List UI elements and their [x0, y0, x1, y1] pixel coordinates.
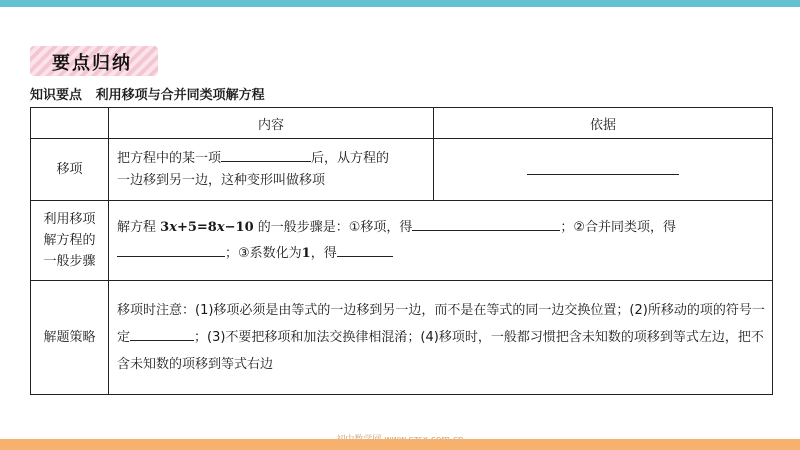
knowledge-point-line [30, 84, 265, 103]
answer-blank-4[interactable] [337, 242, 393, 257]
text: ；②合并同类项，得 [560, 219, 677, 235]
text: 的一般步骤是：①移项，得 [257, 219, 413, 235]
table-row-transpose [31, 139, 773, 201]
text: 一边移到另一边，这种变形叫做移项 [117, 173, 326, 188]
header-basis: 依据 [434, 108, 773, 139]
text: 解方程 [117, 219, 157, 235]
answer-blank-3[interactable] [117, 242, 225, 257]
row-basis-transpose [434, 139, 773, 201]
eq-part: −10 [224, 219, 254, 235]
eq-var: x [216, 219, 225, 235]
eq-part: 3 [160, 219, 170, 235]
header-content: 内容 [109, 108, 434, 139]
coefficient-one: 1 [301, 245, 311, 261]
row-title-strategy: 解题策略 [31, 281, 109, 395]
text: 后，从方程的 [311, 151, 390, 166]
row-title-line: 一般步骤 [43, 254, 96, 269]
text: 把方程中的某一项 [117, 151, 222, 166]
table-row-steps [31, 201, 773, 281]
answer-blank-1[interactable] [221, 147, 311, 162]
text: ；(3)不要把移项和加法交换律相混淆；(4)移项时，一般都习惯把含未知数的项移到等式左边，把不含未知数的项移到等式右边 [117, 330, 764, 372]
row-content-strategy [109, 281, 773, 395]
answer-blank-5[interactable] [130, 326, 194, 341]
text: ；③系数化为 [225, 245, 302, 261]
row-content-steps [109, 201, 773, 281]
eq-part: +5=8 [176, 219, 217, 235]
section-title: 要点归纳 [52, 53, 132, 74]
bottom-accent-bar [0, 439, 800, 450]
row-content-transpose [109, 139, 434, 201]
eq-var: x [169, 219, 177, 235]
table-row-strategy [31, 281, 773, 395]
row-title-transpose: 移项 [31, 139, 109, 201]
top-accent-bar [0, 0, 800, 7]
row-title-line: 解方程的 [43, 233, 96, 248]
knowledge-point-topic: 利用移项与合并同类项解方程 [95, 88, 265, 103]
section-title-badge [30, 46, 158, 76]
knowledge-point-label: 知识要点 [30, 88, 83, 103]
equation [160, 220, 253, 235]
table-header-row [31, 108, 773, 139]
text: 移项时注意：(1)移项必须是由等式的一边移到另一边，而不是在等式的同一边交换位置；(2)所移动的项的符号一定 [117, 303, 765, 345]
text: ，得 [310, 245, 337, 261]
summary-table [30, 107, 773, 395]
header-corner [31, 108, 109, 139]
row-title-steps [31, 201, 109, 281]
row-title-line: 利用移项 [43, 212, 96, 227]
answer-blank-basis[interactable] [527, 160, 679, 175]
answer-blank-2[interactable] [412, 216, 560, 231]
